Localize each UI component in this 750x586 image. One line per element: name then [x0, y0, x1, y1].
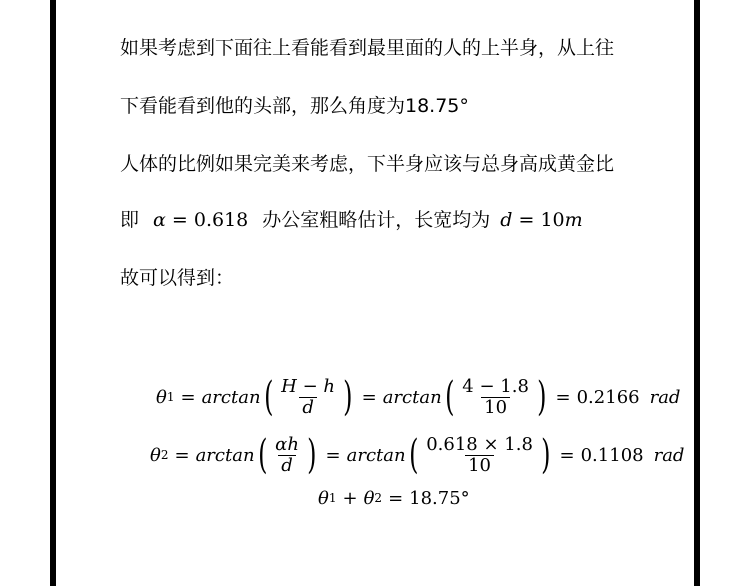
eq1-num1: H − h [281, 375, 335, 397]
eq2-fraction2 [423, 435, 536, 476]
sum-theta2-symbol: θ [363, 487, 375, 509]
sum-result: 18.75° [409, 487, 470, 509]
eq1-den1: d [299, 397, 317, 418]
eq2-den2: 10 [465, 455, 494, 476]
eq1-fraction1 [278, 377, 338, 418]
alpha-value: = 0.618 [171, 209, 249, 231]
paragraph-line-3: 人体的比例如果完美来考虑，下半身应该与总身高成黄金比 [120, 153, 615, 175]
sum-plus: + [342, 487, 358, 509]
theta1-symbol: θ [156, 386, 167, 408]
eq2-result: 0.1108 [580, 444, 644, 466]
theta2-sub: 2 [160, 448, 169, 462]
eq2-func2: arctan [346, 444, 406, 466]
eq2-den1: d [278, 455, 296, 476]
paragraph-line-2: 下看能看到他的头部，那么角度为18.75° [120, 95, 469, 117]
sum-theta1-sub: 1 [328, 491, 337, 505]
eq2-num2: 0.618 × 1.8 [426, 433, 533, 455]
eq1-result: 0.2166 [576, 386, 640, 408]
eq2-func1: arctan [195, 444, 255, 466]
eq1-unit: rad [649, 386, 681, 408]
eq2-unit: rad [653, 444, 685, 466]
d-symbol: d [500, 209, 513, 231]
eq1-fraction2 [459, 377, 532, 418]
eq1-den2: 10 [481, 397, 510, 418]
line4-prefix: 即 [120, 209, 140, 231]
alpha-symbol: α [153, 209, 166, 231]
frame-right-border [694, 0, 700, 586]
equation-theta1: θ 1 = arctan ( $\frac{H - h}{d}$ ) = arctan ( $\frac{4 - 1.8}{10}$ ) = 0.2166 rad [156, 374, 681, 420]
sum-theta2-sub: 2 [374, 491, 383, 505]
d-value: = 10 [518, 209, 565, 231]
sum-theta1-symbol: θ [318, 487, 329, 509]
paragraph-line-1: 如果考虑到下面往上看能看到最里面的人的上半身，从上往 [120, 37, 615, 59]
eq2-num1: αh [275, 433, 299, 455]
paragraph-line-4 [120, 208, 583, 232]
eq1-num2: 4 − 1.8 [462, 375, 529, 397]
eq2-fraction1 [272, 435, 302, 476]
equation-sum: θ 1 + θ 2 = 18.75° [318, 487, 470, 509]
paragraph-line-5: 故可以得到： [120, 267, 235, 289]
equation-theta2: θ 2 = arctan ( $\frac{\alpha h}{d}$ ) = arctan ( $\frac{0.618 \times 1.8}{10}$ ) = 0.1108 rad [150, 432, 685, 478]
eq1-func1: arctan [201, 386, 261, 408]
line4-middle: 办公室粗略估计，长宽均为 [262, 209, 491, 231]
theta2-symbol: θ [150, 444, 161, 466]
theta1-sub: 1 [166, 390, 175, 404]
unit-m: m [564, 209, 583, 231]
eq1-func2: arctan [382, 386, 442, 408]
